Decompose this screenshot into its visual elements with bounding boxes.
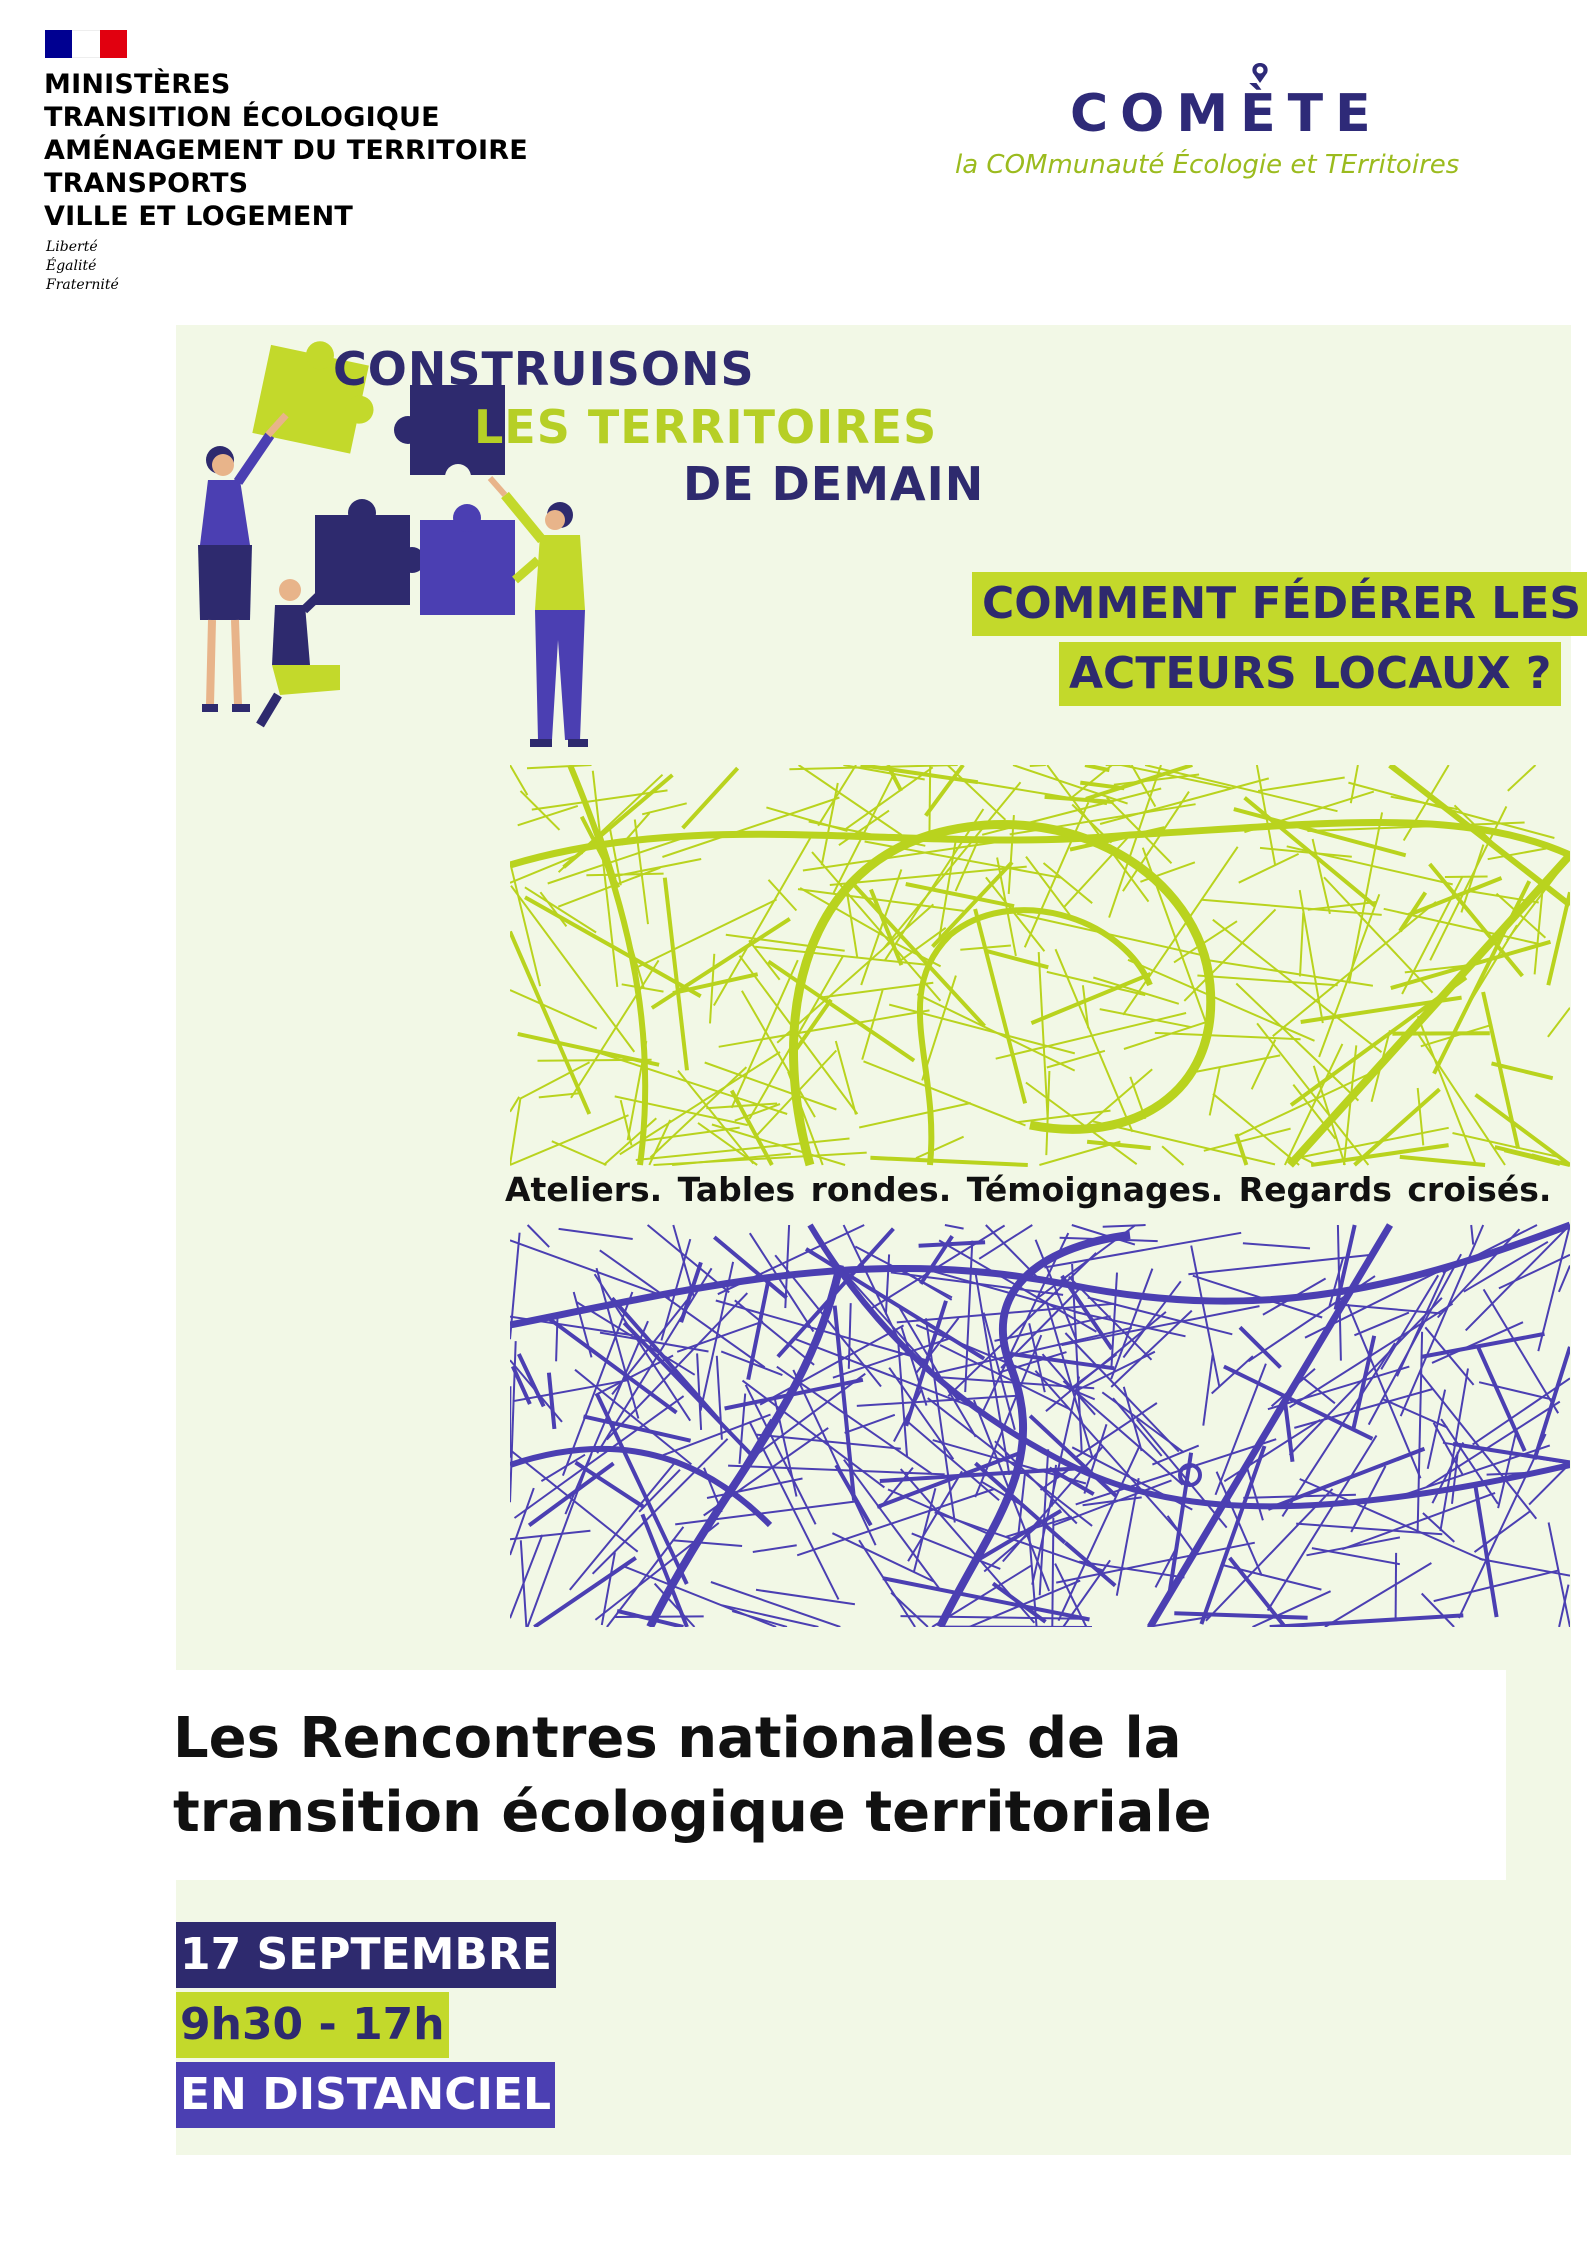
event-title: [173, 1702, 1212, 1850]
ministry-name: [44, 68, 528, 233]
event-title-line: transition écologique territoriale: [173, 1780, 1212, 1845]
violet-street-map: [510, 1225, 1570, 1627]
ministry-line: VILLE ET LOGEMENT: [44, 201, 353, 232]
event-date: 17 SEPTEMBRE: [176, 1922, 556, 1988]
headline-line-1: CONSTRUISONS: [333, 342, 755, 396]
headline-line-3: DE DEMAIN: [683, 457, 985, 511]
event-mode: EN DISTANCIEL: [176, 2062, 555, 2128]
lime-street-map: [510, 765, 1570, 1165]
event-formats: Ateliers. Tables rondes. Témoignages. Regards croisés.: [505, 1170, 1552, 1209]
comete-pin-icon: [1249, 62, 1271, 84]
event-title-line: Les Rencontres nationales de la: [173, 1706, 1182, 1771]
republic-motto: [46, 238, 119, 295]
comete-logo-title: COMÈTE: [1070, 84, 1383, 144]
motto-line: Égalité: [46, 258, 97, 274]
question-line-1: COMMENT FÉDÉRER LES: [972, 572, 1587, 636]
motto-line: Liberté: [46, 239, 98, 255]
headline-line-2: LES TERRITOIRES: [474, 400, 938, 454]
motto-line: Fraternité: [46, 277, 119, 293]
question-line-2: ACTEURS LOCAUX ?: [1059, 642, 1561, 706]
event-time: 9h30 - 17h: [176, 1992, 449, 2058]
comete-logo-subtitle: la COMmunauté Écologie et TErritoires: [955, 150, 1460, 180]
ministry-line: TRANSPORTS: [44, 168, 249, 199]
ministry-line: MINISTÈRES: [44, 69, 231, 100]
ministry-line: AMÉNAGEMENT DU TERRITOIRE: [44, 135, 528, 166]
ministry-line: TRANSITION ÉCOLOGIQUE: [44, 102, 440, 133]
marianne-flag-icon: [45, 30, 127, 58]
